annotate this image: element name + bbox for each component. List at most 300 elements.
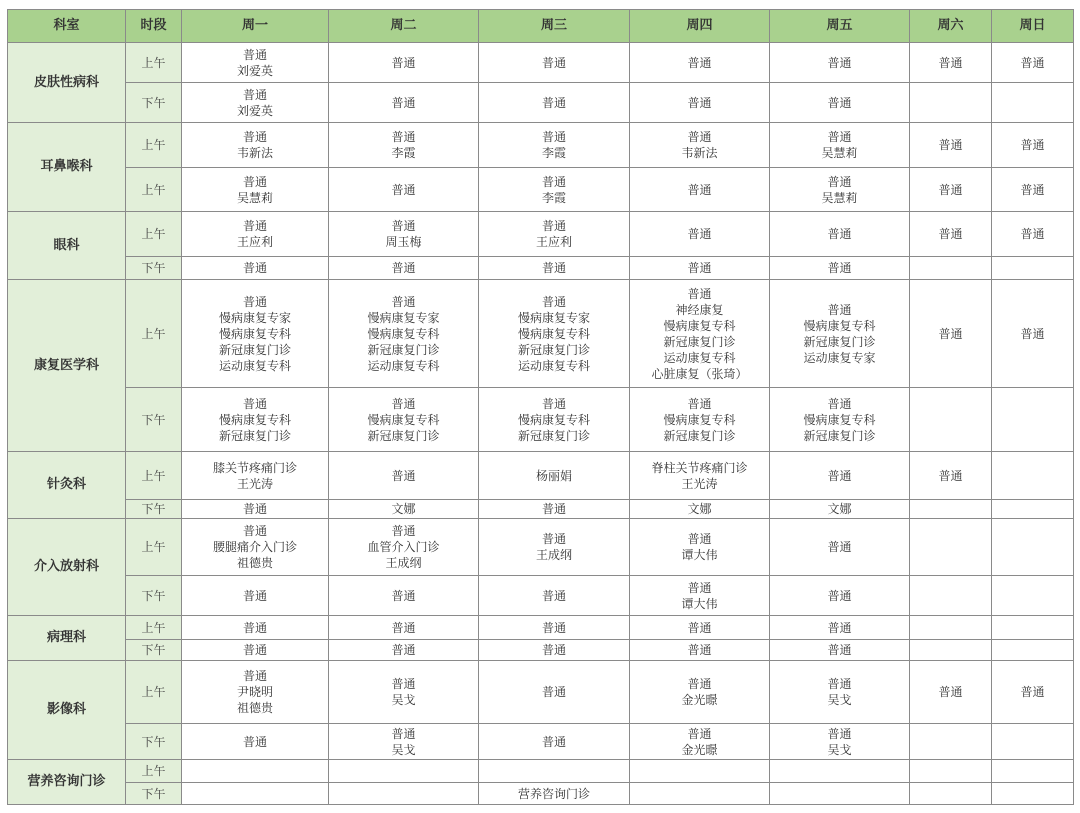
schedule-cell-wednesday	[479, 257, 630, 280]
schedule-cell-sunday	[992, 452, 1074, 500]
clinic-entry: 新冠康复门诊	[663, 334, 736, 349]
clinic-entry: 王应利	[535, 235, 572, 249]
schedule-cell-monday	[182, 43, 329, 83]
clinic-entry: 普通	[1020, 182, 1045, 197]
clinic-entry: 普通	[1020, 685, 1045, 699]
schedule-cell-saturday	[910, 43, 992, 83]
schedule-cell-friday	[770, 724, 910, 760]
schedule-cell-sunday	[992, 616, 1074, 640]
header-sunday: 周日	[992, 10, 1074, 43]
schedule-cell-friday	[770, 388, 910, 452]
period-label: 下午	[126, 724, 182, 760]
clinic-entry: 普通	[391, 182, 416, 197]
schedule-cell-tuesday	[329, 616, 479, 640]
clinic-entry: 普通	[242, 734, 267, 749]
schedule-cell-sunday	[992, 257, 1074, 280]
period-label: 下午	[126, 388, 182, 452]
clinic-entry: 普通	[938, 468, 963, 483]
schedule-cell-wednesday	[479, 280, 630, 388]
clinic-entry: 普通	[687, 677, 712, 691]
clinic-entry: 普通	[242, 294, 267, 309]
schedule-cell-friday	[770, 661, 910, 724]
department-name: 皮肤性病科	[8, 43, 126, 123]
schedule-cell-friday	[770, 43, 910, 83]
schedule-row	[8, 388, 1074, 452]
clinic-entry: 普通	[687, 620, 712, 635]
clinic-entry: 普通	[687, 227, 712, 241]
clinic-entry: 文娜	[687, 502, 712, 516]
clinic-entry: 普通	[1020, 55, 1045, 70]
clinic-entry: 慢病康复专科	[663, 318, 736, 333]
clinic-entry: 普通	[541, 174, 566, 189]
clinic-entry: 普通	[827, 726, 852, 741]
schedule-cell-friday	[770, 783, 910, 805]
schedule-cell-saturday	[910, 83, 992, 123]
clinic-entry: 普通	[242, 502, 267, 516]
clinic-entry: 普通	[827, 396, 852, 411]
schedule-row	[8, 280, 1074, 388]
schedule-cell-thursday	[630, 388, 770, 452]
clinic-entry: 营养咨询门诊	[517, 786, 590, 801]
schedule-cell-tuesday	[329, 388, 479, 452]
clinic-entry: 普通	[687, 182, 712, 197]
period-label: 下午	[126, 257, 182, 280]
clinic-entry: 普通	[242, 588, 267, 603]
department-name: 眼科	[8, 212, 126, 280]
clinic-entry: 普通	[391, 95, 416, 110]
schedule-cell-sunday	[992, 576, 1074, 616]
schedule-cell-sunday	[992, 661, 1074, 724]
period-label: 上午	[126, 616, 182, 640]
period-label: 上午	[126, 519, 182, 576]
clinic-entry: 普通	[242, 87, 267, 102]
clinic-entry: 普通	[827, 261, 852, 275]
schedule-cell-tuesday	[329, 724, 479, 760]
clinic-entry: 运动康复专家	[803, 350, 876, 365]
schedule-cell-saturday	[910, 280, 992, 388]
department-name: 康复医学科	[8, 280, 126, 452]
schedule-cell-monday	[182, 452, 329, 500]
schedule-cell-wednesday	[479, 519, 630, 576]
clinic-entry: 普通	[827, 468, 852, 483]
clinic-entry: 普通	[391, 620, 416, 635]
header-row	[8, 10, 1074, 43]
department-name: 耳鼻喉科	[8, 123, 126, 212]
clinic-entry: 普通	[827, 620, 852, 635]
schedule-cell-friday	[770, 280, 910, 388]
schedule-row	[8, 500, 1074, 519]
schedule-cell-friday	[770, 168, 910, 212]
clinic-entry: 慢病康复专家	[517, 310, 590, 325]
clinic-entry: 普通	[242, 620, 267, 635]
schedule-cell-thursday	[630, 123, 770, 168]
clinic-entry: 普通	[541, 294, 566, 309]
clinic-entry: 普通	[391, 468, 416, 483]
clinic-entry: 普通	[827, 643, 852, 657]
schedule-cell-saturday	[910, 783, 992, 805]
clinic-schedule-table	[7, 9, 1074, 805]
schedule-row	[8, 123, 1074, 168]
schedule-row	[8, 452, 1074, 500]
clinic-entry: 普通	[827, 677, 852, 691]
schedule-cell-saturday	[910, 257, 992, 280]
schedule-cell-saturday	[910, 168, 992, 212]
clinic-entry: 吴戈	[827, 742, 852, 757]
schedule-cell-tuesday	[329, 519, 479, 576]
schedule-cell-monday	[182, 724, 329, 760]
schedule-cell-thursday	[630, 280, 770, 388]
clinic-entry: 普通	[541, 95, 566, 110]
clinic-entry: 杨丽娟	[535, 468, 572, 483]
clinic-entry: 普通	[827, 540, 852, 554]
schedule-cell-wednesday	[479, 43, 630, 83]
clinic-entry: 新冠康复门诊	[218, 428, 291, 443]
schedule-cell-friday	[770, 576, 910, 616]
clinic-entry: 普通	[938, 326, 963, 341]
clinic-entry: 普通	[391, 55, 416, 70]
schedule-cell-monday	[182, 168, 329, 212]
clinic-entry: 普通	[242, 643, 267, 657]
header-tuesday: 周二	[329, 10, 479, 43]
schedule-cell-sunday	[992, 783, 1074, 805]
clinic-entry: 普通	[687, 726, 712, 741]
schedule-cell-saturday	[910, 576, 992, 616]
schedule-row	[8, 760, 1074, 783]
schedule-cell-sunday	[992, 83, 1074, 123]
clinic-entry: 吴戈	[391, 693, 416, 707]
period-label: 上午	[126, 280, 182, 388]
clinic-entry: 王成纲	[535, 548, 572, 562]
clinic-entry: 慢病康复专科	[367, 412, 440, 427]
clinic-entry: 谭大伟	[681, 548, 718, 562]
schedule-cell-wednesday	[479, 724, 630, 760]
header-department: 科室	[8, 10, 126, 43]
period-label: 下午	[126, 640, 182, 661]
header-period: 时段	[126, 10, 182, 43]
period-label: 上午	[126, 212, 182, 257]
schedule-cell-thursday	[630, 212, 770, 257]
clinic-entry: 慢病康复专科	[517, 412, 590, 427]
clinic-entry: 周玉梅	[385, 235, 422, 249]
clinic-entry: 普通	[827, 130, 852, 144]
schedule-cell-sunday	[992, 168, 1074, 212]
schedule-cell-tuesday	[329, 83, 479, 123]
clinic-entry: 普通	[827, 95, 852, 110]
clinic-entry: 祖德贵	[236, 556, 273, 570]
header-friday: 周五	[770, 10, 910, 43]
clinic-entry: 吴慧莉	[821, 190, 858, 205]
schedule-cell-tuesday	[329, 576, 479, 616]
clinic-entry: 普通	[938, 182, 963, 197]
clinic-entry: 慢病康复专科	[367, 326, 440, 341]
schedule-cell-saturday	[910, 212, 992, 257]
clinic-entry: 普通	[541, 130, 566, 144]
clinic-entry: 文娜	[827, 502, 852, 516]
clinic-entry: 普通	[687, 261, 712, 275]
schedule-cell-wednesday	[479, 576, 630, 616]
schedule-cell-wednesday	[479, 452, 630, 500]
clinic-entry: 普通	[391, 677, 416, 691]
clinic-entry: 普通	[242, 47, 267, 62]
schedule-cell-thursday	[630, 43, 770, 83]
schedule-cell-wednesday	[479, 500, 630, 519]
schedule-row	[8, 83, 1074, 123]
schedule-cell-saturday	[910, 123, 992, 168]
clinic-entry: 王成纲	[385, 556, 422, 570]
clinic-entry: 运动康复专科	[517, 358, 590, 373]
schedule-cell-friday	[770, 123, 910, 168]
clinic-entry: 谭大伟	[681, 596, 718, 611]
clinic-entry: 普通	[541, 502, 566, 516]
schedule-cell-thursday	[630, 83, 770, 123]
schedule-cell-sunday	[992, 640, 1074, 661]
clinic-entry: 普通	[687, 130, 712, 144]
schedule-cell-saturday	[910, 760, 992, 783]
schedule-cell-monday	[182, 83, 329, 123]
schedule-cell-wednesday	[479, 783, 630, 805]
clinic-entry: 普通	[827, 227, 852, 241]
clinic-entry: 普通	[1020, 138, 1045, 152]
schedule-row	[8, 43, 1074, 83]
schedule-cell-thursday	[630, 500, 770, 519]
clinic-entry: 新冠康复门诊	[218, 342, 291, 357]
schedule-row	[8, 576, 1074, 616]
schedule-cell-sunday	[992, 519, 1074, 576]
clinic-entry: 王应利	[236, 235, 273, 249]
clinic-entry: 普通	[242, 396, 267, 411]
clinic-entry: 普通	[938, 227, 963, 241]
schedule-cell-thursday	[630, 576, 770, 616]
clinic-entry: 慢病康复专家	[367, 310, 440, 325]
clinic-entry: 新冠康复门诊	[517, 342, 590, 357]
clinic-entry: 普通	[1020, 326, 1045, 341]
clinic-entry: 吴戈	[391, 742, 416, 757]
clinic-entry: 慢病康复专科	[803, 318, 876, 333]
schedule-cell-saturday	[910, 500, 992, 519]
period-label: 上午	[126, 661, 182, 724]
clinic-entry: 普通	[391, 588, 416, 603]
schedule-cell-sunday	[992, 760, 1074, 783]
schedule-cell-monday	[182, 640, 329, 661]
period-label: 上午	[126, 168, 182, 212]
schedule-cell-sunday	[992, 388, 1074, 452]
period-label: 上午	[126, 43, 182, 83]
clinic-entry: 慢病康复专科	[218, 412, 291, 427]
clinic-entry: 普通	[242, 174, 267, 189]
clinic-entry: 尹晓明	[236, 685, 273, 699]
clinic-entry: 普通	[391, 130, 416, 144]
clinic-entry: 普通	[938, 138, 963, 152]
clinic-entry: 吴戈	[827, 693, 852, 707]
clinic-entry: 普通	[687, 580, 712, 595]
header-thursday: 周四	[630, 10, 770, 43]
clinic-entry: 普通	[391, 294, 416, 309]
schedule-cell-monday	[182, 212, 329, 257]
period-label: 上午	[126, 760, 182, 783]
schedule-cell-tuesday	[329, 760, 479, 783]
schedule-cell-wednesday	[479, 661, 630, 724]
clinic-entry: 普通	[541, 55, 566, 70]
period-label: 下午	[126, 576, 182, 616]
schedule-cell-wednesday	[479, 388, 630, 452]
schedule-cell-sunday	[992, 724, 1074, 760]
schedule-cell-monday	[182, 760, 329, 783]
schedule-cell-saturday	[910, 724, 992, 760]
department-name: 针灸科	[8, 452, 126, 519]
clinic-entry: 吴慧莉	[236, 190, 273, 205]
clinic-entry: 慢病康复专科	[663, 412, 736, 427]
schedule-row	[8, 640, 1074, 661]
schedule-cell-monday	[182, 661, 329, 724]
schedule-cell-tuesday	[329, 640, 479, 661]
clinic-entry: 普通	[242, 261, 267, 275]
schedule-cell-thursday	[630, 257, 770, 280]
schedule-row	[8, 724, 1074, 760]
schedule-cell-friday	[770, 519, 910, 576]
clinic-entry: 普通	[541, 261, 566, 275]
clinic-entry: 普通	[242, 219, 267, 233]
clinic-entry: 普通	[242, 130, 267, 144]
schedule-cell-saturday	[910, 519, 992, 576]
clinic-entry: 王光涛	[236, 476, 273, 491]
schedule-row	[8, 257, 1074, 280]
schedule-cell-monday	[182, 257, 329, 280]
period-label: 上午	[126, 452, 182, 500]
schedule-cell-thursday	[630, 616, 770, 640]
period-label: 下午	[126, 783, 182, 805]
clinic-entry: 韦新法	[236, 146, 273, 160]
clinic-entry: 慢病康复专科	[218, 326, 291, 341]
period-label: 下午	[126, 83, 182, 123]
schedule-cell-monday	[182, 123, 329, 168]
schedule-cell-sunday	[992, 123, 1074, 168]
clinic-entry: 普通	[391, 396, 416, 411]
schedule-body	[8, 43, 1074, 805]
clinic-entry: 普通	[827, 174, 852, 189]
clinic-entry: 运动康复专科	[218, 358, 291, 373]
schedule-cell-friday	[770, 83, 910, 123]
schedule-cell-thursday	[630, 519, 770, 576]
schedule-cell-sunday	[992, 212, 1074, 257]
clinic-entry: 普通	[687, 95, 712, 110]
schedule-cell-saturday	[910, 452, 992, 500]
schedule-cell-monday	[182, 519, 329, 576]
clinic-entry: 普通	[541, 685, 566, 699]
header-wednesday: 周三	[479, 10, 630, 43]
schedule-cell-friday	[770, 257, 910, 280]
schedule-cell-tuesday	[329, 257, 479, 280]
clinic-entry: 普通	[938, 55, 963, 70]
header-monday: 周一	[182, 10, 329, 43]
clinic-entry: 普通	[242, 669, 267, 683]
clinic-entry: 吴慧莉	[821, 146, 858, 160]
clinic-entry: 慢病康复专家	[218, 310, 291, 325]
schedule-cell-monday	[182, 500, 329, 519]
schedule-cell-monday	[182, 388, 329, 452]
clinic-entry: 普通	[687, 286, 712, 301]
schedule-cell-sunday	[992, 500, 1074, 519]
clinic-entry: 普通	[541, 532, 566, 546]
clinic-entry: 普通	[827, 302, 852, 317]
clinic-entry: 神经康复	[675, 302, 724, 317]
schedule-row	[8, 168, 1074, 212]
schedule-cell-tuesday	[329, 168, 479, 212]
clinic-entry: 慢病康复专科	[803, 412, 876, 427]
clinic-entry: 普通	[687, 396, 712, 411]
schedule-cell-sunday	[992, 43, 1074, 83]
clinic-entry: 韦新法	[681, 146, 718, 160]
schedule-cell-wednesday	[479, 168, 630, 212]
schedule-cell-friday	[770, 760, 910, 783]
schedule-cell-friday	[770, 640, 910, 661]
clinic-entry: 王光涛	[681, 476, 718, 491]
clinic-entry: 新冠康复门诊	[367, 428, 440, 443]
schedule-cell-wednesday	[479, 83, 630, 123]
schedule-row	[8, 212, 1074, 257]
clinic-entry: 普通	[391, 643, 416, 657]
schedule-cell-wednesday	[479, 760, 630, 783]
clinic-entry: 新冠康复门诊	[803, 334, 876, 349]
clinic-entry: 普通	[391, 219, 416, 233]
schedule-cell-saturday	[910, 388, 992, 452]
schedule-cell-thursday	[630, 724, 770, 760]
clinic-entry: 慢病康复专科	[517, 326, 590, 341]
clinic-entry: 普通	[541, 734, 566, 749]
clinic-entry: 普通	[687, 532, 712, 546]
clinic-entry: 血管介入门诊	[367, 540, 440, 554]
schedule-cell-tuesday	[329, 43, 479, 83]
schedule-cell-tuesday	[329, 783, 479, 805]
period-label: 下午	[126, 500, 182, 519]
schedule-cell-sunday	[992, 280, 1074, 388]
schedule-cell-monday	[182, 280, 329, 388]
clinic-entry: 腰腿痛介入门诊	[212, 540, 297, 554]
clinic-entry: 普通	[1020, 227, 1045, 241]
schedule-cell-saturday	[910, 616, 992, 640]
clinic-entry: 普通	[541, 219, 566, 233]
clinic-entry: 祖德贵	[236, 701, 273, 715]
clinic-entry: 李霞	[391, 146, 416, 160]
schedule-cell-wednesday	[479, 212, 630, 257]
clinic-entry: 膝关节疼痛门诊	[212, 460, 297, 475]
clinic-entry: 运动康复专科	[367, 358, 440, 373]
schedule-cell-thursday	[630, 168, 770, 212]
schedule-cell-tuesday	[329, 661, 479, 724]
schedule-cell-tuesday	[329, 123, 479, 168]
department-name: 营养咨询门诊	[8, 760, 126, 805]
clinic-entry: 新冠康复门诊	[803, 428, 876, 443]
clinic-entry: 普通	[827, 55, 852, 70]
schedule-cell-monday	[182, 616, 329, 640]
clinic-entry: 普通	[391, 524, 416, 538]
period-label: 上午	[126, 123, 182, 168]
schedule-cell-monday	[182, 576, 329, 616]
clinic-entry: 普通	[687, 643, 712, 657]
department-name: 影像科	[8, 661, 126, 760]
schedule-row	[8, 519, 1074, 576]
clinic-entry: 运动康复专科	[663, 350, 736, 365]
department-name: 病理科	[8, 616, 126, 661]
schedule-cell-friday	[770, 616, 910, 640]
clinic-entry: 普通	[541, 620, 566, 635]
schedule-row	[8, 661, 1074, 724]
schedule-row	[8, 783, 1074, 805]
clinic-entry: 新冠康复门诊	[517, 428, 590, 443]
clinic-entry: 普通	[687, 55, 712, 70]
schedule-cell-thursday	[630, 640, 770, 661]
schedule-cell-thursday	[630, 783, 770, 805]
schedule-cell-wednesday	[479, 640, 630, 661]
